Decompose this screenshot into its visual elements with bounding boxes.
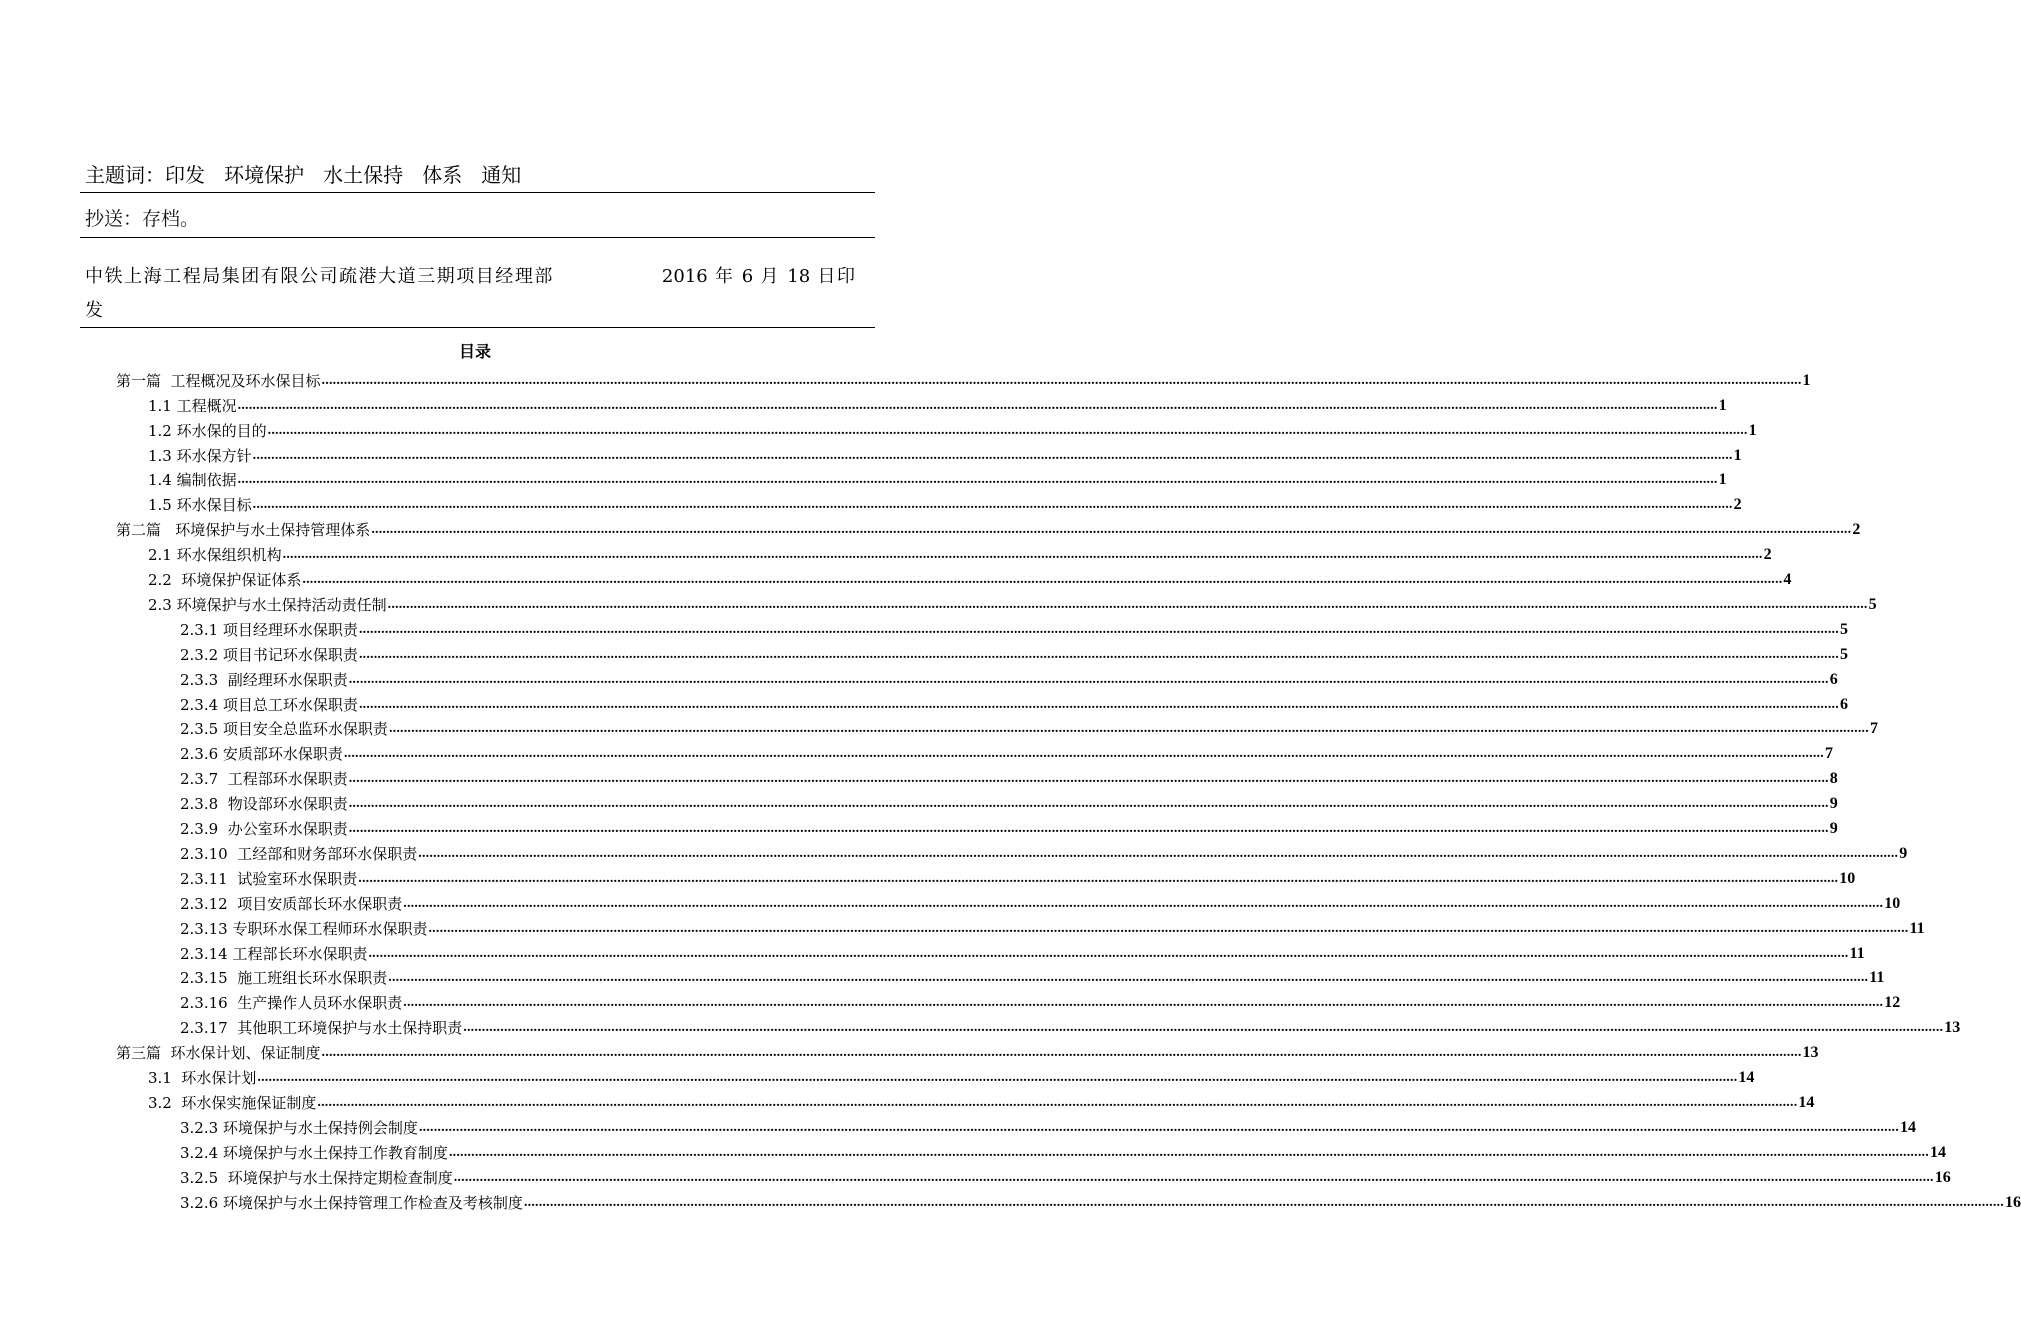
toc-entry-label: 2.3.5 项目安全总监环水保职责 [180, 720, 388, 739]
toc-page-number: 6 [1839, 695, 1848, 713]
toc-dot-leader: ................................................................................................................................................................................................................................................................................................................................................................................................................ [358, 646, 1839, 662]
toc-entry[interactable] [180, 1013, 1961, 1038]
toc-dot-leader: ................................................................................................................................................................................................................................................................................................................................................................................................................ [463, 1020, 1944, 1036]
toc-entry-label: 2.3.14 工程部长环水保职责 [180, 944, 368, 963]
toc-entry-label: 3.2.4 环境保护与水土保持工作教育制度 [180, 1143, 448, 1162]
divider [80, 192, 875, 193]
toc-entry[interactable] [180, 1163, 1951, 1188]
toc-page-number: 11 [1869, 969, 1885, 987]
toc-entry[interactable] [180, 715, 1878, 740]
toc-entry[interactable] [180, 640, 1848, 665]
toc-page-number: 14 [1738, 1069, 1755, 1087]
toc-page-number: 5 [1839, 620, 1848, 638]
toc-entry-label: 2.3.8 物设部环水保职责 [180, 795, 348, 814]
toc-dot-leader: ................................................................................................................................................................................................................................................................................................................................................................................................................ [252, 447, 1733, 463]
toc-entry-label: 2.3.9 办公室环水保职责 [180, 820, 348, 839]
toc-page-number: 4 [1783, 571, 1792, 589]
toc-entry[interactable] [116, 1038, 1819, 1063]
toc-dot-leader: ................................................................................................................................................................................................................................................................................................................................................................................................................ [348, 771, 1829, 787]
toc-entry-label: 2.3.1 项目经理环水保职责 [180, 620, 358, 639]
toc-entry-label: 1.5 环水保目标 [148, 496, 252, 515]
toc-entry[interactable] [180, 1188, 2021, 1213]
toc-entry[interactable] [180, 914, 1925, 939]
toc-dot-leader: ................................................................................................................................................................................................................................................................................................................................................................................................................ [257, 1070, 1738, 1086]
toc-entry-label: 2.3.6 安质部环水保职责 [180, 745, 343, 764]
toc-dot-leader: ................................................................................................................................................................................................................................................................................................................................................................................................................ [237, 472, 1718, 488]
toc-dot-leader: ................................................................................................................................................................................................................................................................................................................................................................................................................ [358, 696, 1839, 712]
toc-entry-label: 3.2.5 环境保护与水土保持定期检查制度 [180, 1168, 453, 1187]
toc-page-number: 14 [1798, 1093, 1815, 1111]
toc-page-number: 1 [1748, 421, 1757, 439]
toc-entry[interactable] [148, 540, 1772, 565]
toc-page-number: 2 [1763, 546, 1772, 564]
toc-dot-leader: ................................................................................................................................................................................................................................................................................................................................................................................................................ [388, 970, 1869, 986]
toc-entry-label: 第一篇 工程概况及环水保目标 [116, 371, 321, 390]
toc-entry[interactable] [148, 491, 1742, 516]
issuer-line [85, 250, 855, 304]
toc-page-number: 12 [1884, 994, 1901, 1012]
toc-entry[interactable] [148, 565, 1792, 590]
toc-page-number: 10 [1884, 894, 1901, 912]
toc-dot-leader: ................................................................................................................................................................................................................................................................................................................................................................................................................ [453, 1169, 1934, 1185]
toc-entry-label: 2.3.13 专职环水保工程师环水保职责 [180, 919, 428, 938]
toc-entry[interactable] [180, 789, 1838, 814]
toc-entry[interactable] [148, 391, 1727, 416]
toc-entry-label: 第三篇 环水保计划、保证制度 [116, 1044, 321, 1063]
toc-entry[interactable] [180, 989, 1901, 1014]
toc-dot-leader: ................................................................................................................................................................................................................................................................................................................................................................................................................ [321, 372, 1802, 388]
toc-entry[interactable] [180, 864, 1856, 889]
toc-entry-label: 2.3.12 项目安质部长环水保职责 [180, 894, 403, 913]
toc-entry[interactable] [180, 1113, 1916, 1138]
toc-page-number: 2 [1852, 521, 1861, 539]
toc-entry-label: 3.2.3 环境保护与水土保持例会制度 [180, 1118, 418, 1137]
issuer-org: 中铁上海工程局集团有限公司疏港大道三期项目经理部 [85, 266, 554, 287]
toc-dot-leader: ................................................................................................................................................................................................................................................................................................................................................................................................................ [418, 1119, 1899, 1135]
toc-page-number: 13 [1944, 1019, 1961, 1037]
toc-dot-leader: ................................................................................................................................................................................................................................................................................................................................................................................................................ [448, 1144, 1929, 1160]
toc-page-number: 11 [1909, 919, 1925, 937]
toc-entry[interactable] [180, 615, 1848, 640]
toc-page-number: 7 [1824, 745, 1833, 763]
toc-page-number: 14 [1899, 1118, 1916, 1136]
toc-dot-leader: ................................................................................................................................................................................................................................................................................................................................................................................................................ [267, 422, 1748, 438]
divider [80, 327, 875, 328]
toc-dot-leader: ................................................................................................................................................................................................................................................................................................................................................................................................................ [282, 547, 1763, 563]
toc-page-number: 13 [1802, 1044, 1819, 1062]
toc-page-number: 14 [1929, 1143, 1946, 1161]
toc-entry[interactable] [148, 590, 1877, 615]
toc-page-number: 9 [1899, 844, 1908, 862]
toc-entry[interactable] [180, 764, 1838, 789]
toc-entry-label: 2.3.16 生产操作人员环水保职责 [180, 994, 403, 1013]
toc-page-number: 7 [1869, 720, 1878, 738]
toc-dot-leader: ................................................................................................................................................................................................................................................................................................................................................................................................................ [403, 995, 1884, 1011]
toc-entry-label: 第二篇 环境保护与水土保持管理体系 [116, 521, 371, 540]
toc-entry-label: 3.2.6 环境保护与水土保持管理工作检查及考核制度 [180, 1193, 523, 1212]
toc-entry-label: 1.3 环水保方针 [148, 446, 252, 465]
toc-dot-leader: ................................................................................................................................................................................................................................................................................................................................................................................................................ [358, 621, 1839, 637]
toc-dot-leader: ................................................................................................................................................................................................................................................................................................................................................................................................................ [252, 497, 1733, 513]
toc-dot-leader: ................................................................................................................................................................................................................................................................................................................................................................................................................ [302, 572, 1783, 588]
toc-entry-label: 2.3.3 副经理环水保职责 [180, 670, 348, 689]
toc-entry-label: 2.3.7 工程部环水保职责 [180, 770, 348, 789]
toc-page-number: 8 [1829, 770, 1838, 788]
toc-dot-leader: ................................................................................................................................................................................................................................................................................................................................................................................................................ [321, 1045, 1802, 1061]
subject-keywords: 主题词：印发 环境保护 水土保持 体系 通知 [85, 163, 522, 187]
toc-entry[interactable] [180, 964, 1885, 989]
toc-dot-leader: ................................................................................................................................................................................................................................................................................................................................................................................................................ [388, 721, 1869, 737]
toc-entry-label: 2.3.15 施工班组长环水保职责 [180, 969, 388, 988]
toc-page-number: 16 [2004, 1193, 2021, 1211]
toc-entry[interactable] [180, 839, 1908, 864]
toc-entry[interactable] [180, 740, 1833, 765]
toc-dot-leader: ................................................................................................................................................................................................................................................................................................................................................................................................................ [343, 746, 1824, 762]
toc-page-number: 5 [1868, 595, 1877, 613]
toc-page-number: 5 [1839, 645, 1848, 663]
toc-dot-leader: ................................................................................................................................................................................................................................................................................................................................................................................................................ [237, 397, 1718, 413]
divider [80, 237, 875, 238]
toc-entry[interactable] [180, 939, 1865, 964]
toc-entry-label: 2.3.11 试验室环水保职责 [180, 869, 358, 888]
toc-entry[interactable] [180, 665, 1838, 690]
toc-entry-label: 1.2 环水保的目的 [148, 421, 267, 440]
toc-entry-label: 2.3 环境保护与水土保持活动责任制 [148, 595, 387, 614]
toc-entry[interactable] [148, 466, 1727, 491]
toc-entry[interactable] [180, 814, 1838, 839]
issuer-tail: 发 [85, 300, 103, 321]
toc-dot-leader: ................................................................................................................................................................................................................................................................................................................................................................................................................ [358, 870, 1839, 886]
toc-entry[interactable] [148, 416, 1757, 441]
toc-entry-label: 2.3.4 项目总工环水保职责 [180, 695, 358, 714]
toc-page-number: 2 [1733, 496, 1742, 514]
toc-entry-label: 3.2 环水保实施保证制度 [148, 1093, 317, 1112]
toc-entry[interactable] [148, 441, 1742, 466]
toc-page-number: 9 [1829, 820, 1838, 838]
toc-entry[interactable] [116, 515, 1861, 540]
toc-page-number: 1 [1802, 371, 1811, 389]
toc-dot-leader: ................................................................................................................................................................................................................................................................................................................................................................................................................ [317, 1094, 1798, 1110]
toc-page-number: 10 [1839, 869, 1856, 887]
toc-entry[interactable] [180, 1138, 1946, 1163]
toc-entry-label: 2.3.2 项目书记环水保职责 [180, 645, 358, 664]
toc-entry[interactable] [180, 889, 1901, 914]
toc-entry-label: 2.3.17 其他职工环境保护与水土保持职责 [180, 1019, 463, 1038]
toc-page-number: 9 [1829, 795, 1838, 813]
toc-dot-leader: ................................................................................................................................................................................................................................................................................................................................................................................................................ [387, 596, 1868, 612]
toc-title: 目录 [458, 342, 491, 361]
toc-entry-label: 2.1 环水保组织机构 [148, 546, 282, 565]
toc-page-number: 1 [1718, 396, 1727, 414]
toc-page-number: 1 [1733, 446, 1742, 464]
toc-dot-leader: ................................................................................................................................................................................................................................................................................................................................................................................................................ [368, 945, 1849, 961]
toc-entry-label: 2.3.10 工经部和财务部环水保职责 [180, 844, 418, 863]
toc-dot-leader: ................................................................................................................................................................................................................................................................................................................................................................................................................ [418, 845, 1899, 861]
toc-entry-label: 1.4 编制依据 [148, 471, 237, 490]
toc-entry[interactable] [180, 690, 1848, 715]
toc-dot-leader: ................................................................................................................................................................................................................................................................................................................................................................................................................ [348, 796, 1829, 812]
toc-dot-leader: ................................................................................................................................................................................................................................................................................................................................................................................................................ [348, 671, 1829, 687]
toc-page-number: 6 [1829, 670, 1838, 688]
toc-dot-leader: ................................................................................................................................................................................................................................................................................................................................................................................................................ [371, 522, 1852, 538]
toc-page-number: 16 [1934, 1168, 1951, 1186]
toc-dot-leader: ................................................................................................................................................................................................................................................................................................................................................................................................................ [523, 1194, 2004, 1210]
toc-entry-label: 3.1 环水保计划 [148, 1069, 257, 1088]
toc-entry-label: 1.1 工程概况 [148, 396, 237, 415]
toc-entry[interactable] [116, 366, 1811, 391]
toc-page-number: 1 [1718, 471, 1727, 489]
toc-dot-leader: ................................................................................................................................................................................................................................................................................................................................................................................................................ [348, 821, 1829, 837]
toc-dot-leader: ................................................................................................................................................................................................................................................................................................................................................................................................................ [403, 895, 1884, 911]
toc-entry[interactable] [148, 1088, 1815, 1113]
toc-dot-leader: ................................................................................................................................................................................................................................................................................................................................................................................................................ [428, 920, 1909, 936]
cc-line: 抄送：存档。 [85, 208, 200, 230]
toc-entry-label: 2.2 环境保护保证体系 [148, 571, 302, 590]
toc-page-number: 11 [1849, 944, 1865, 962]
toc-entry[interactable] [148, 1063, 1755, 1088]
issuer-date: 2016 年 6 月 18 日印 [661, 266, 855, 287]
